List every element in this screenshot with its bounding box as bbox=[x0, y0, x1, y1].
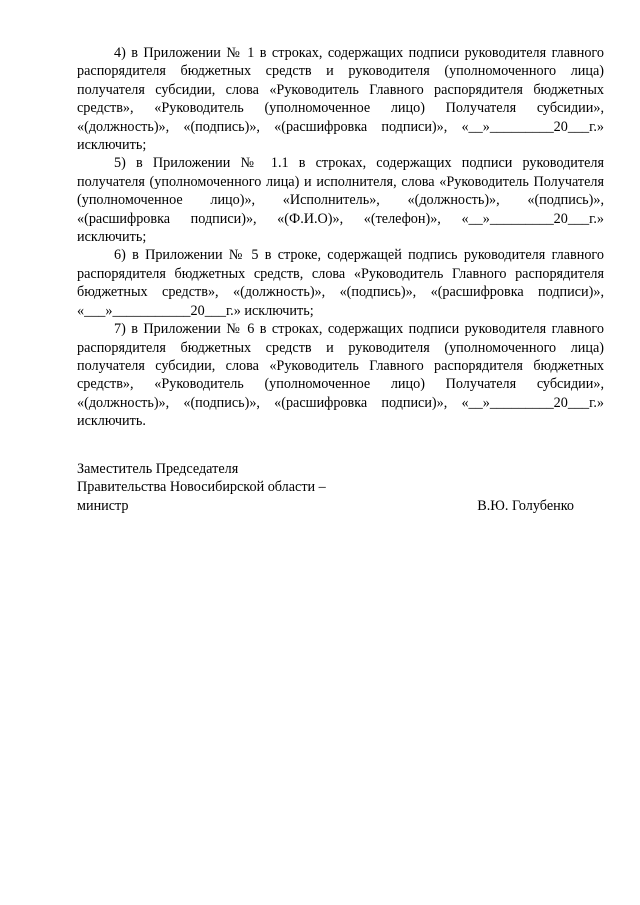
signature-block bbox=[77, 460, 604, 515]
list-item-4: 4) в Приложении № 1 в строках, содержащих подписи руководителя главного распорядителя бюджетных средств и руководителя (уполномоченного лица) получателя субсидии, слова «Руководитель Главного распорядителя бюджетных средств», «Руководитель (уполномоченное лицо) Получателя субсидии», «(должность)», «(подпись)», «(расшифровка подписи)», «__»_________20___г.» исключить; bbox=[77, 45, 604, 154]
signature-position-line-2: Правительства Новосибирской области – bbox=[77, 479, 326, 496]
signatory-name: В.Ю. Голубенко bbox=[477, 497, 574, 514]
signature-position-line-3: министр bbox=[77, 497, 129, 514]
signature-row bbox=[77, 497, 604, 515]
document-body bbox=[77, 44, 604, 431]
list-item-6: 6) в Приложении № 5 в строке, содержащей подпись руководителя главного распорядителя бюджетных средств, слова «Руководитель Главного распорядителя бюджетных средств», «(должность)», «(подпись)», «(расшифровка подписи)», «___»___________20___г.» исключить; bbox=[77, 247, 604, 319]
list-item-7: 7) в Приложении № 6 в строках, содержащих подписи руководителя главного распорядителя бюджетных средств и руководителя (уполномоченного лица) получателя субсидии, слова «Руководитель Главного распорядителя бюджетных средств», «Руководитель (уполномоченное лицо) Получателя субсидии», «(должность)», «(подпись)», «(расшифровка подписи)», «__»_________20___г.» исключить. bbox=[77, 321, 604, 430]
list-item-5: 5) в Приложении № 1.1 в строках, содержащих подписи руководителя получателя (уполномоченного лица) и исполнителя, слова «Руководитель Получателя (уполномоченное лицо)», «Исполнитель», «(должность)», «(подпись)», «(расшифровка подписи)», «(Ф.И.О)», «(телефон)», «__»_________20___г.» исключить; bbox=[77, 155, 604, 246]
signature-position-line-1: Заместитель Председателя bbox=[77, 461, 239, 477]
